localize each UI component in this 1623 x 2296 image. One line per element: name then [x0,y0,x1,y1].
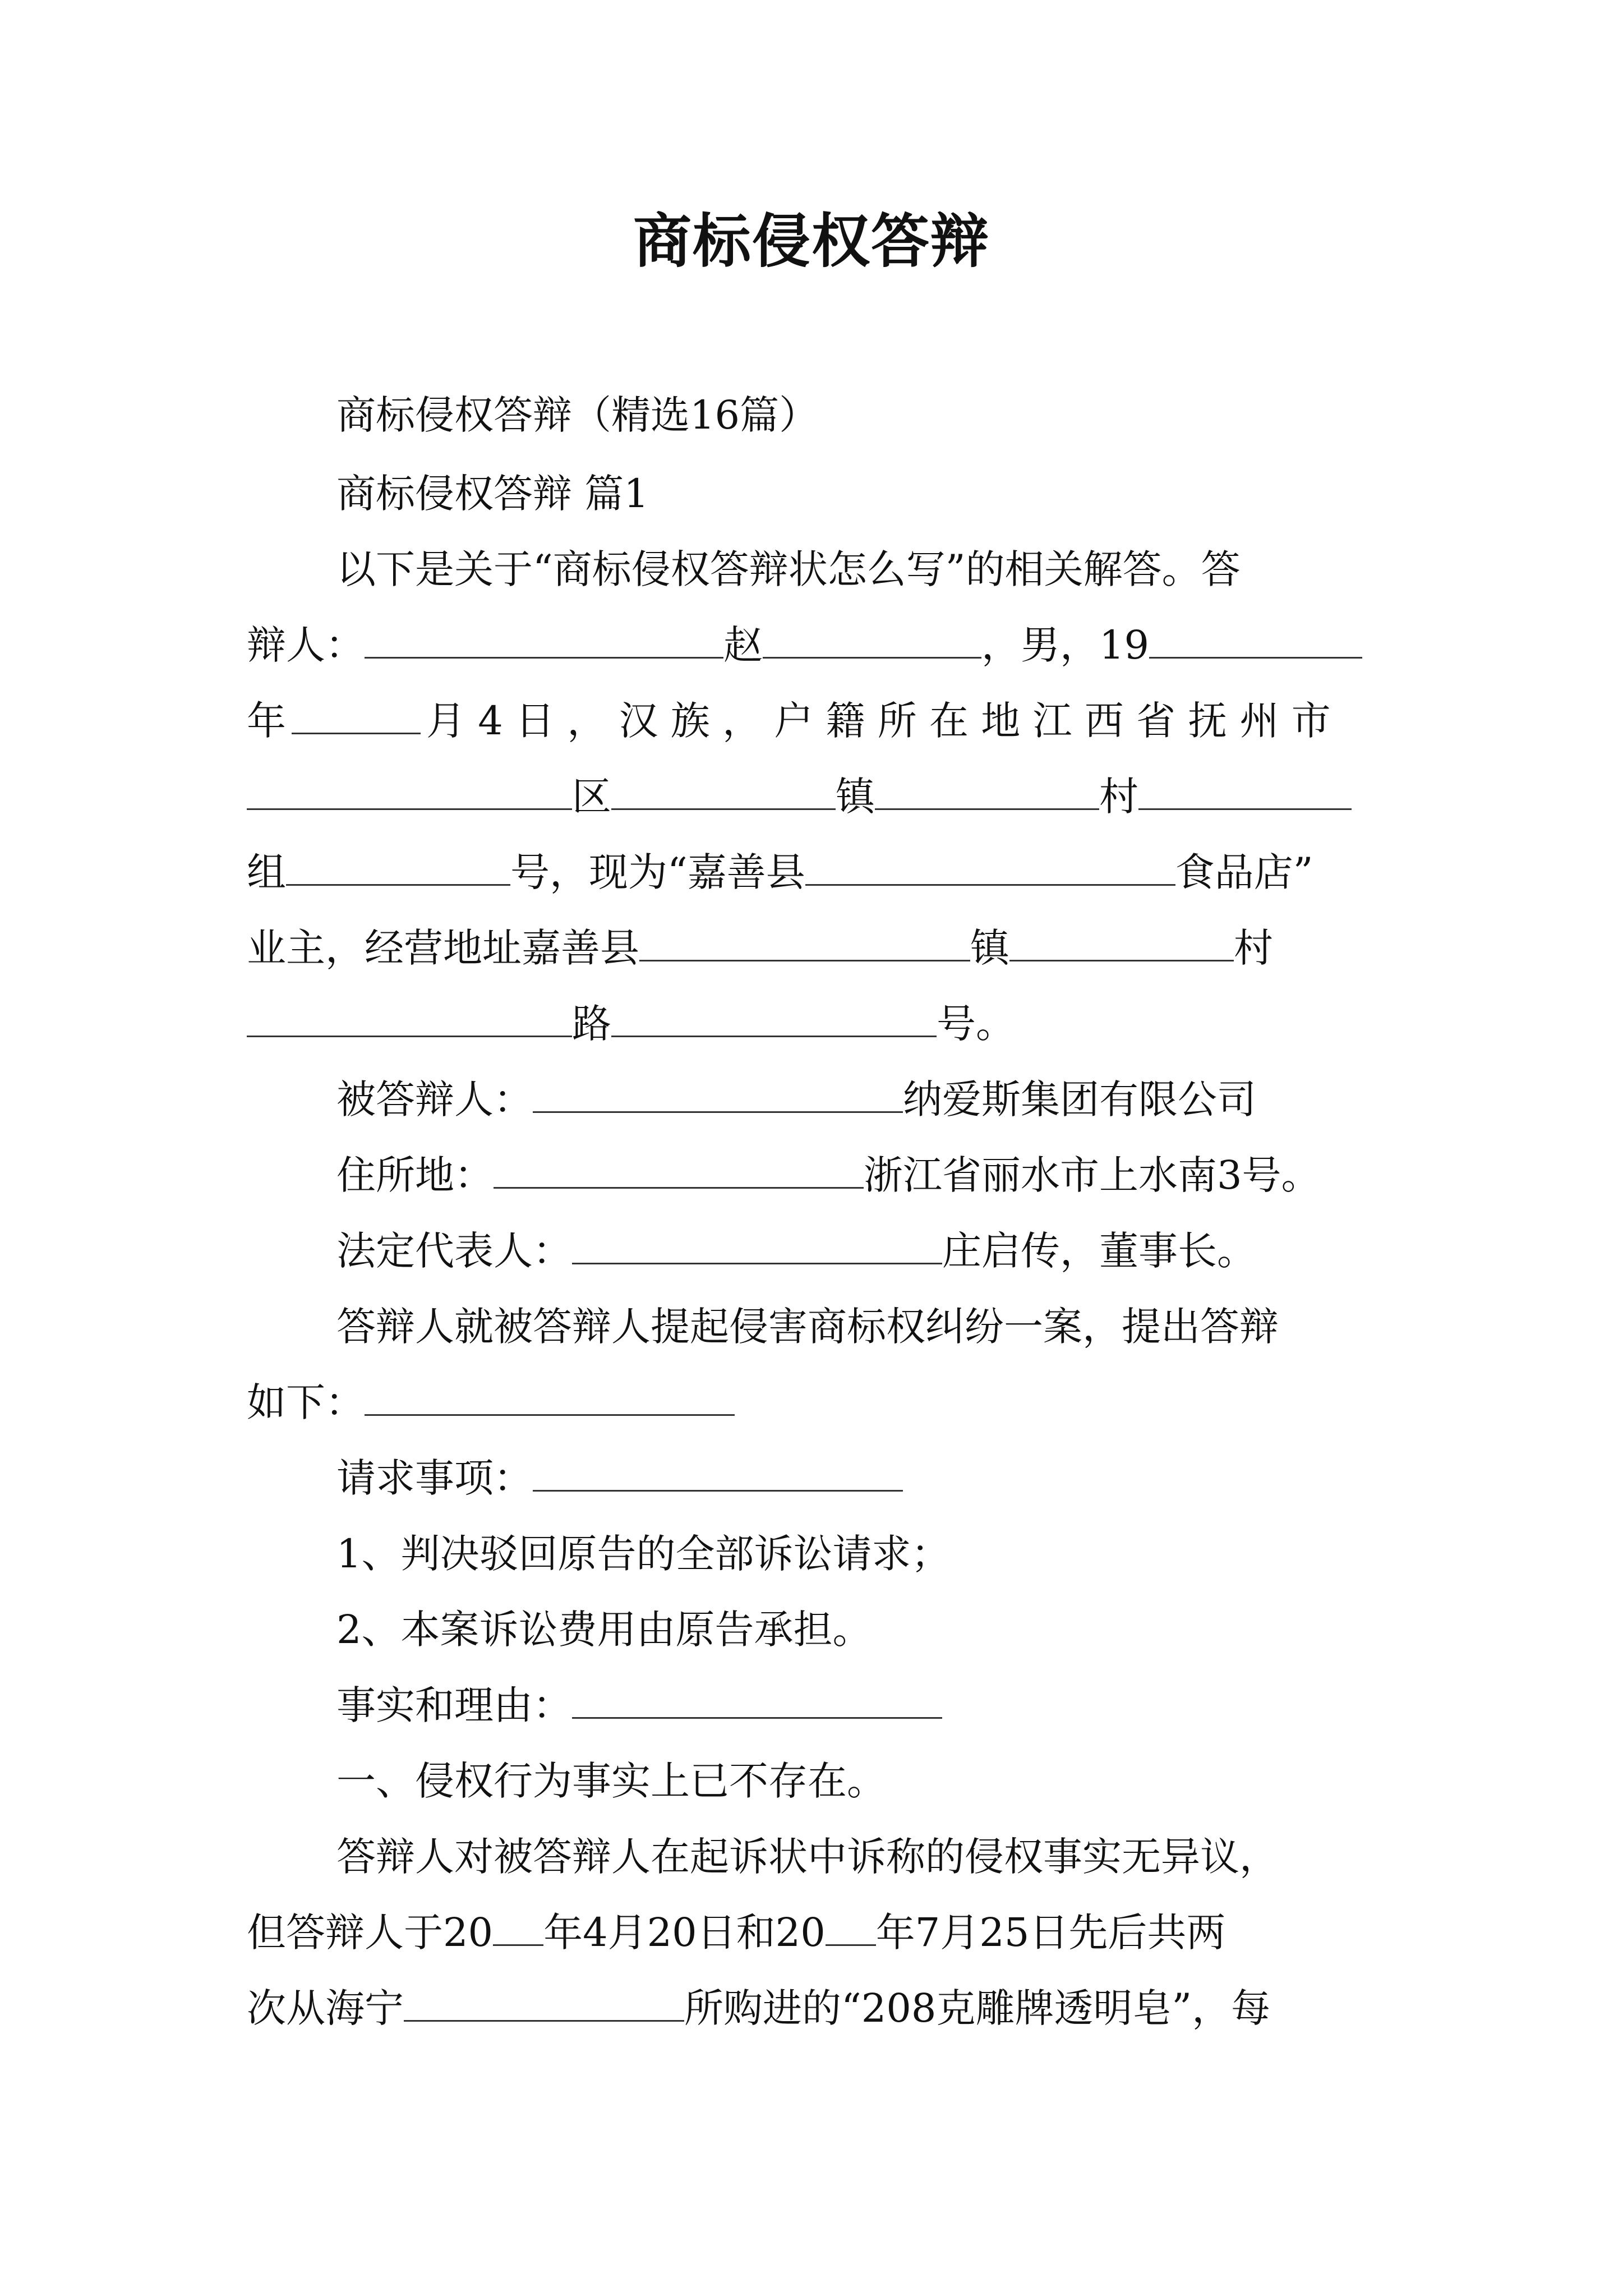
text-segment: 年4月20日和20 [543,1910,826,1955]
legal-rep-line [247,1223,1385,1279]
paragraph-line: 答辩人对被答辩人在起诉状中诉称的侵权事实无异议， [336,1834,1279,1880]
paragraph-line [247,769,1385,825]
text-segment: 业主，经营地址嘉善县 [247,925,639,971]
paragraph-line [247,617,1385,673]
paragraph-line [247,1904,1385,1961]
legal-rep-label: 法定代表人： [336,1228,572,1274]
text-segment: 次从海宁 [247,1985,404,2031]
text-segment: ，男，19 [981,622,1150,668]
document-title: 商标侵权答辩 [633,206,990,275]
blank-underline [1009,921,1234,961]
blank-underline [826,1905,876,1946]
point-heading: 一、侵权行为事实上已不存在。 [336,1758,886,1804]
blank-underline [286,845,510,886]
blank-underline [1149,618,1362,659]
blank-underline [572,1223,942,1264]
text-segment: 区 [572,774,611,820]
blank-underline [763,618,981,659]
text-segment: 如下： [247,1379,365,1425]
paragraph-line [247,1980,1385,2036]
blank-underline [247,996,572,1037]
text-segment: 年7月25日先后共两 [875,1910,1226,1955]
blank-underline [494,1148,864,1189]
address-value: 浙江省丽水市上水南3号。 [864,1152,1321,1198]
text-segment: 村 [1099,774,1138,820]
text-segment: 赵 [723,622,763,668]
paragraph-line: 答辩人就被答辩人提起侵害商标权纠纷一案，提出答辩 [336,1304,1279,1350]
text-segment: 路 [572,1001,611,1047]
blank-underline [533,1072,903,1113]
blank-underline [404,1981,684,2022]
blank-underline [639,921,970,961]
text-segment: 辩人： [247,622,365,668]
blank-underline [611,996,937,1037]
claims-label: 请求事项： [336,1455,533,1501]
respondent-line [247,1071,1385,1128]
paragraph-line [247,920,1385,976]
facts-label: 事实和理由： [336,1682,572,1728]
paragraph-line [247,996,1385,1052]
text-segment: 月 4 日 ， 汉 族 ， 户 籍 所 在 地 江 西 省 抚 州 市 [426,698,1331,744]
address-line [247,1147,1385,1203]
section-heading: 商标侵权答辩 篇1 [336,471,649,517]
text-segment: 组 [247,849,286,895]
blank-underline [247,769,572,810]
text-segment: 所购进的“208克雕牌透明皂”，每 [684,1985,1271,2031]
paragraph-line: 以下是关于“商标侵权答辩状怎么写”的相关解答。答 [336,546,1241,592]
text-segment: 号，现为“嘉善县 [510,849,805,895]
text-segment: 但答辩人于20 [247,1910,494,1955]
text-segment: 年 [247,698,286,744]
blank-underline [572,1678,942,1719]
document-subtitle: 商标侵权答辩（精选16篇） [336,392,819,438]
blank-underline [292,693,421,734]
claims-heading [247,1450,1385,1506]
paragraph-line [247,1374,1385,1430]
blank-underline [805,845,1175,886]
claim-item: 2、本案诉讼费用由原告承担。 [336,1607,872,1653]
text-segment: 食品店” [1175,849,1313,895]
paragraph-line [247,844,1385,900]
blank-underline [533,1451,903,1492]
paragraph-line [247,693,1385,749]
blank-underline [493,1905,543,1946]
text-segment: 号。 [937,1001,1015,1047]
blank-underline [611,769,836,810]
text-segment: 镇 [836,774,875,820]
claim-item: 1、判决驳回原告的全部诉讼请求； [336,1531,951,1577]
text-segment: 镇 [970,925,1009,971]
address-label: 住所地： [336,1152,494,1198]
blank-underline [1138,769,1352,810]
respondent-value: 纳爱斯集团有限公司 [903,1076,1256,1122]
legal-rep-value: 庄启传，董事长。 [942,1228,1256,1274]
blank-underline [365,618,723,659]
blank-underline [875,769,1099,810]
facts-heading [247,1677,1385,1733]
respondent-label: 被答辩人： [336,1076,533,1122]
text-segment: 村 [1234,925,1273,971]
blank-underline [365,1375,735,1416]
